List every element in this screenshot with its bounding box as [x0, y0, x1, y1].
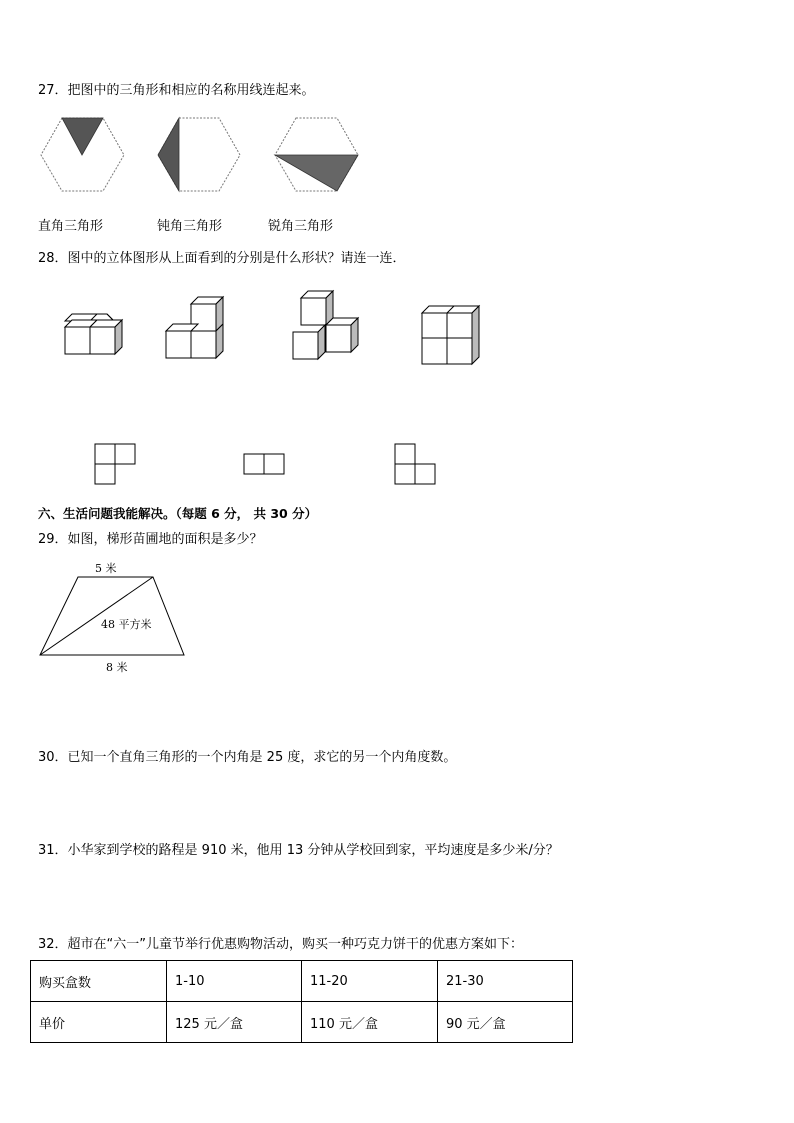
- label-acute-triangle: 锐角三角形: [268, 219, 334, 234]
- table-cell: 单价: [31, 1002, 167, 1043]
- section-6-title: 六、生活问题我能解决。（每题 6 分， 共 30 分）: [38, 506, 318, 521]
- question-27-text: 27．把图中的三角形和相应的名称用线连起来。: [38, 83, 315, 98]
- label-obtuse-triangle: 钝角三角形: [157, 219, 223, 234]
- table-row: [31, 1002, 573, 1043]
- question-28-text: 28．图中的立体图形从上面看到的分别是什么形状？请连一连．: [38, 251, 406, 266]
- table-cell: 11-20: [302, 961, 438, 1002]
- label-right-triangle: 直角三角形: [38, 219, 104, 234]
- table-cell: 购买盒数: [31, 961, 167, 1002]
- question-31-text: 31．小华家到学校的路程是 910 米，他用 13 分钟从学校回到家，平均速度是多少米/分？: [38, 843, 559, 858]
- trapezoid-bottom-label: 8 米: [106, 661, 128, 674]
- trapezoid-top-label: 5 米: [95, 562, 117, 575]
- table-row: [31, 961, 573, 1002]
- table-cell: 110 元／盒: [302, 1002, 438, 1043]
- table-cell: 125 元／盒: [167, 1002, 302, 1043]
- table-cell: 90 元／盒: [438, 1002, 573, 1043]
- table-cell: 1-10: [167, 961, 302, 1002]
- question-32-text: 32．超市在“六一”儿童节举行优惠购物活动，购买一种巧克力饼干的优惠方案如下：: [38, 937, 524, 952]
- price-table: [30, 960, 573, 1043]
- question-29-text: 29．如图，梯形苗圃地的面积是多少？: [38, 532, 263, 547]
- table-cell: 21-30: [438, 961, 573, 1002]
- question-30-text: 30．已知一个直角三角形的一个内角是 25 度，求它的另一个内角度数。: [38, 750, 457, 765]
- trapezoid-area-label: 48 平方米: [101, 618, 152, 631]
